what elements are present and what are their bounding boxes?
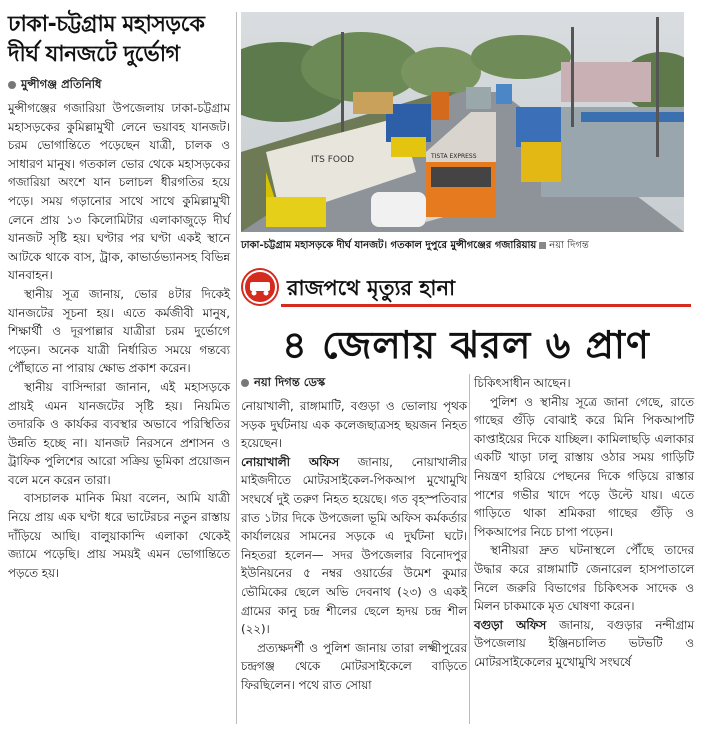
kicker-title: রাজপথে মৃত্যুর হানা — [287, 276, 456, 300]
left-story-paragraph: মুন্সীগঞ্জের গজারিয়া উপজেলায় ঢাকা-চট্টগ্রাম মহাসড়কের কুমিল্লামুখী লেনে ভয়াবহ যানজট। চরম ভোগান্তিতে পড়েছেন যাত্রী, চালক ও সাধারণ মানুষ। গতকাল ভোর থেকে মহাসড়কের গজারিয়া অংশে যান চলাচল ধীরগতির হয়ে পড়ে। সময় গড়ানোর সাথে সাথে কুমিল্লামুখী লেনে প্রায় ১৩ কিলোমিটার এলাকাজুড়ে দীর্ঘ যানজট সৃষ্টি হয়। ঘণ্টার পর ঘণ্টা একই স্থানে আটকে থাকে বাস, ট্রাক, কাভার্ডভ্যানসহ বিভিন্ন যানবাহন। — [8, 101, 230, 283]
bus-label: TISTA EXPRESS — [431, 153, 477, 160]
left-story-byline: মুন্সীগঞ্জ প্রতিনিধি — [8, 76, 230, 95]
left-story — [8, 10, 230, 582]
photo-caption: ঢাকা-চট্টগ্রাম মহাসড়কে দীর্ঘ যানজট। গতকাল দুপুরে মুন্সীগঞ্জের গজারিয়ায় নয়া দিগন্ত — [241, 240, 589, 251]
left-story-paragraph: স্থানীয় সূত্র জানায়, ভোর ৪টার দিকেই যানজটের সূচনা হয়। এতে কর্মজীবী মানুষ, শিক্ষার্থী ও দূরপাল্লার যাত্রীরা চরম দুর্ভোগে পড়েন। অনেক যাত্রী নির্ধারিত সময়ে গন্তব্যে পৌঁছাতে না পারায় ক্ষোভ প্রকাশ করেন। — [8, 286, 230, 376]
column-divider — [236, 12, 237, 724]
main-story-paragraph: চিকিৎসাধীন আছেন। — [474, 376, 571, 390]
bullet-icon — [8, 81, 16, 89]
main-story-column-2 — [474, 374, 694, 672]
kicker-rule — [281, 304, 691, 307]
traffic-jam-photo — [241, 12, 684, 232]
column-divider — [469, 374, 470, 724]
main-story-paragraph: নোয়াখালী অফিস জানায়, নোয়াখালীর মাইজদীতে মোটরসাইকেল-পিকআপ মুখোমুখি সংঘর্ষে দুই তরুণ নিহত হয়েছে। গত বৃহস্পতিবার রাত ১টার দিকে উপজেলা ভূমি অফিস কর্মকর্তার কার্যালয়ের সামনের সড়কে এ দুর্ঘটনা ঘটে। নিহতরা হলেন— সদর উপজেলার বিনোদপুর ইউনিয়নের ৫ নম্বর ওয়ার্ডের উমেশ কুমার ভৌমিকের ছেলে অভি দেবনাথ (২৩) ও একই গ্রামের কানু চন্দ্র শীলের ছেলে হৃদয় চন্দ্র শীল (২২)। — [241, 454, 467, 637]
left-story-paragraph: বাসচালক মানিক মিয়া বলেন, আমি যাত্রী নিয়ে প্রায় এক ঘণ্টা ধরে ভাটেরচর নতুন রাস্তায় দাঁড়িয়ে আছি। বালুয়াকান্দি এলাকা থেকেই জ্যামে পড়েছি। প্রায় সময়ই এমন ভোগান্তিতে পড়তে হয়। — [8, 491, 230, 580]
left-story-headline: ঢাকা-চট্টগ্রাম মহাসড়কে দীর্ঘ যানজটে দুর্ভোগ — [8, 12, 205, 67]
traffic-jam-illustration — [241, 12, 684, 232]
main-story-intro: নোয়াখালী, রাঙ্গামাটি, বগুড়া ও ভোলায় পৃথক সড়ক দুর্ঘটনায় এক কলেজছাত্রসহ ছয়জন নিহত হয়েছেন। — [241, 399, 467, 451]
section-kicker — [241, 266, 691, 310]
main-story-column-1 — [241, 374, 467, 695]
left-story-paragraph: স্থানীয় বাসিন্দারা জানান, এই মহাসড়কে প্রায়ই এমন যানজটের সৃষ্টি হয়। নিয়মিত তদারকি ও কার্যকর ব্যবস্থার অভাবে পরিস্থিতির উন্নতি হচ্ছে না। যানজট নিরসনে প্রশাসন ও ট্রাফিক পুলিশের আরো সক্রিয় ভূমিকা প্রয়োজন বলে মনে করেন তারা। — [8, 379, 230, 487]
accident-logo-icon — [241, 268, 279, 306]
square-icon — [539, 242, 546, 249]
bullet-icon — [241, 379, 249, 387]
main-story-paragraph: বগুড়া অফিস জানায়, বগুড়ার নন্দীগ্রাম উপজেলায় ইঞ্জিনচালিত ভটভটি ও মোটরসাইকেলের মুখোমুখি সংঘর্ষে — [474, 617, 695, 669]
main-headline: ৪ জেলায় ঝরল ৬ প্রাণ — [282, 323, 650, 367]
truck-label: ITS FOOD — [311, 155, 355, 165]
main-story-paragraph: প্রত্যক্ষদর্শী ও পুলিশ জানায় তারা লক্ষ্মীপুরের চন্দ্রগঞ্জ থেকে মোটরসাইকেলে বাড়িতে ফিরছিলেন। পথে রাত সোয়া — [241, 640, 467, 692]
main-story-paragraph: স্থানীয়রা দ্রুত ঘটনাস্থলে পৌঁছে তাদের উদ্ধার করে রাঙ্গামাটি জেনারেল হাসপাতালে নিলে জরুরি বিভাগের চিকিৎসক সাদেক ও মিলন চাকমাকে মৃত ঘোষণা করেন। — [474, 543, 694, 614]
truck-blue-right — [516, 107, 561, 182]
main-story-paragraph: পুলিশ ও স্থানীয় সূত্রে জানা গেছে, রাতে গাছের গুঁড়ি বোঝাই করে মিনি পিকআপটি কাপ্তাইয়ের দিকে যাচ্ছিল। কামিলাছড়ি এলাকার একটি খাড়া ঢালু রাস্তায় ওঠার সময় গাড়িটি নিয়ন্ত্রণ হারিয়ে পেছনের দিকে গড়িয়ে রাস্তার পাশের গভীর খাদে পড়ে উল্টে যায়। এতে গাড়িতে থাকা শ্রমিকরা গাছের গুঁড়ি ও পিকআপের নিচে চাপা পড়েন। — [474, 394, 694, 539]
car-white — [371, 192, 426, 227]
main-story-byline: নয়া দিগন্ত ডেস্ক — [241, 374, 467, 393]
